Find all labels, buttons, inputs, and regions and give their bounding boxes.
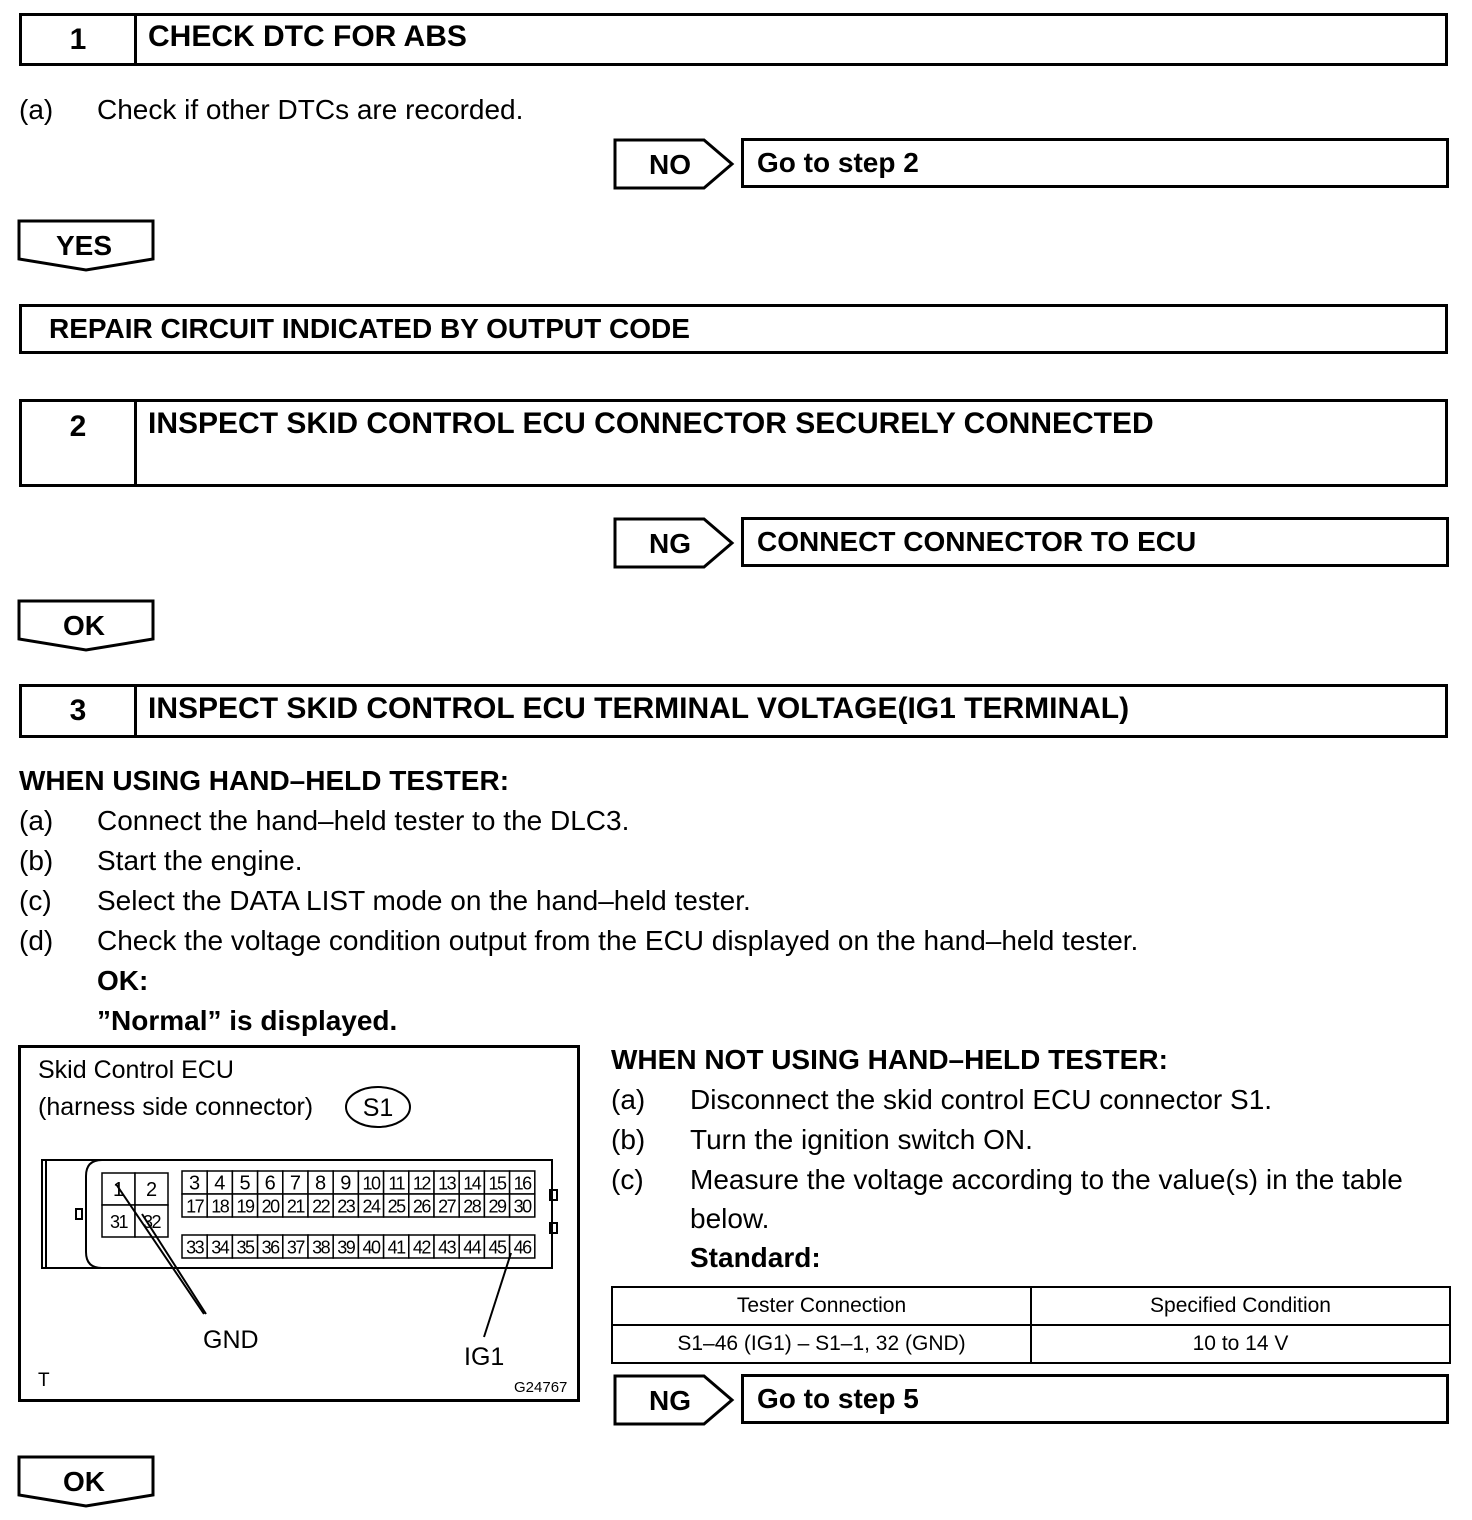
table-cell: 10 to 14 V [1031, 1325, 1450, 1363]
not-hand-held-heading: WHEN NOT USING HAND–HELD TESTER: [611, 1044, 1168, 1075]
spec-table [611, 1286, 1451, 1364]
pin-number: 12 [412, 1173, 430, 1194]
table-row [612, 1325, 1450, 1363]
table-cell: S1–46 (IG1) – S1–1, 32 (GND) [612, 1325, 1031, 1363]
table-header: Specified Condition [1031, 1287, 1450, 1325]
ok-down-arrow [17, 599, 157, 653]
pin-number: 13 [438, 1173, 456, 1194]
pin-number: 15 [488, 1173, 506, 1194]
item-label: (a) [611, 1084, 646, 1115]
step-2-header [19, 399, 1448, 487]
item-label: (a) [19, 805, 54, 836]
ok-label: OK [63, 610, 105, 641]
ng-result-box: CONNECT CONNECTOR TO ECU [741, 517, 1449, 567]
pin-number: 43 [438, 1237, 456, 1258]
item-label: (d) [19, 925, 54, 956]
pin-number: 31 [109, 1212, 128, 1232]
pin-number: 44 [463, 1237, 481, 1258]
item-label: (c) [19, 885, 52, 916]
pin-number: 3 [189, 1172, 201, 1195]
item-label: (b) [19, 845, 54, 876]
hand-held-heading: WHEN USING HAND–HELD TESTER: [19, 765, 510, 796]
ok-condition: ”Normal” is displayed. [97, 1005, 398, 1036]
pin-number: 39 [337, 1237, 355, 1258]
pin-number: 11 [388, 1173, 405, 1194]
pin-number: 16 [513, 1173, 531, 1194]
pin-number: 2 [145, 1179, 158, 1201]
pin-number: 40 [362, 1237, 380, 1258]
step-title: INSPECT SKID CONTROL ECU CONNECTOR SECURELY CONNECTED [148, 407, 1154, 440]
ng-branch-arrow [612, 516, 738, 570]
gnd-label: GND [203, 1326, 259, 1354]
pin-number: 29 [488, 1196, 506, 1217]
pin-number: 21 [286, 1196, 304, 1217]
pin-number: 18 [211, 1196, 229, 1217]
ng-tag: NG [649, 1385, 691, 1416]
item-label: (a) [19, 94, 54, 125]
yes-label: YES [55, 230, 113, 261]
item-text: Start the engine. [97, 845, 303, 876]
pin-number: 6 [264, 1172, 276, 1195]
pin-number: 32 [142, 1212, 161, 1232]
pin-number: 8 [315, 1172, 327, 1195]
pin-number: 42 [412, 1237, 430, 1258]
ok-down-arrow [17, 1455, 157, 1509]
pin-number: 36 [261, 1237, 279, 1258]
repair-box: REPAIR CIRCUIT INDICATED BY OUTPUT CODE [19, 304, 1448, 354]
pin-number: 41 [387, 1237, 405, 1258]
pin-number: 30 [513, 1196, 531, 1217]
no-result-box: Go to step 2 [741, 138, 1449, 188]
item-text: Turn the ignition switch ON. [690, 1124, 1033, 1155]
pin-number: 38 [312, 1237, 330, 1258]
pin-number: 1 [112, 1179, 125, 1201]
table-header-row [612, 1287, 1450, 1325]
item-label: (b) [611, 1124, 646, 1155]
diagram-title: Skid Control ECU [38, 1056, 234, 1084]
item-text: Measure the voltage according to the value(s) in the table [690, 1164, 1403, 1195]
ok-heading: OK: [97, 965, 149, 996]
ig1-label: IG1 [464, 1343, 505, 1371]
pin-number: 26 [412, 1196, 430, 1217]
item-text: Check if other DTCs are recorded. [97, 94, 524, 125]
yes-down-arrow [17, 219, 157, 273]
step-title: CHECK DTC FOR ABS [148, 20, 467, 53]
step-number: 1 [22, 16, 137, 63]
item-text: Select the DATA LIST mode on the hand–held tester. [97, 885, 751, 916]
table-header: Tester Connection [612, 1287, 1031, 1325]
pin-number: 7 [289, 1172, 301, 1195]
step-3-header [19, 684, 1448, 738]
pin-number: 14 [463, 1173, 481, 1194]
pin-number: 45 [488, 1237, 506, 1258]
standard-heading: Standard: [690, 1242, 821, 1273]
pin-number: 27 [438, 1196, 456, 1217]
pin-number: 34 [211, 1237, 229, 1258]
pin-number: 28 [463, 1196, 481, 1217]
pin-number: 23 [337, 1196, 355, 1217]
pin-number: 4 [214, 1172, 226, 1195]
pin-number: 46 [513, 1237, 531, 1258]
connector-diagram [18, 1045, 582, 1405]
pin-number: 35 [236, 1237, 254, 1258]
ok-label: OK [63, 1466, 105, 1497]
ng-branch-arrow [612, 1373, 738, 1427]
pin-number: 17 [186, 1196, 204, 1217]
pin-number: 37 [286, 1237, 304, 1258]
pin-number: 22 [312, 1196, 330, 1217]
item-label: (c) [611, 1164, 644, 1195]
no-branch-arrow [612, 137, 738, 191]
no-tag: NO [649, 149, 691, 180]
step-number: 2 [22, 402, 137, 484]
pin-number: 24 [362, 1196, 380, 1217]
diagram-subtitle: (harness side connector) [38, 1093, 314, 1121]
connector-id: S1 [362, 1094, 394, 1122]
ng-tag: NG [649, 528, 691, 559]
step-1-header [19, 13, 1448, 66]
item-text-continued: below. [690, 1203, 770, 1234]
corner-t-label: T [38, 1370, 50, 1391]
pin-number: 20 [261, 1196, 279, 1217]
item-text: Disconnect the skid control ECU connector S1. [690, 1084, 1273, 1115]
pin-number: 25 [387, 1196, 405, 1217]
step-number: 3 [22, 687, 137, 735]
item-text: Check the voltage condition output from the ECU displayed on the hand–held tester. [97, 925, 1139, 956]
item-text: Connect the hand–held tester to the DLC3. [97, 805, 630, 836]
step-title: INSPECT SKID CONTROL ECU TERMINAL VOLTAGE(IG1 TERMINAL) [148, 692, 1130, 725]
ng-result-box: Go to step 5 [741, 1374, 1449, 1424]
pin-number: 5 [239, 1172, 251, 1195]
figure-code: G24767 [514, 1379, 568, 1396]
pin-number: 10 [362, 1173, 380, 1194]
pin-number: 9 [340, 1172, 352, 1195]
pin-number: 33 [186, 1237, 204, 1258]
pin-number: 19 [236, 1196, 254, 1217]
